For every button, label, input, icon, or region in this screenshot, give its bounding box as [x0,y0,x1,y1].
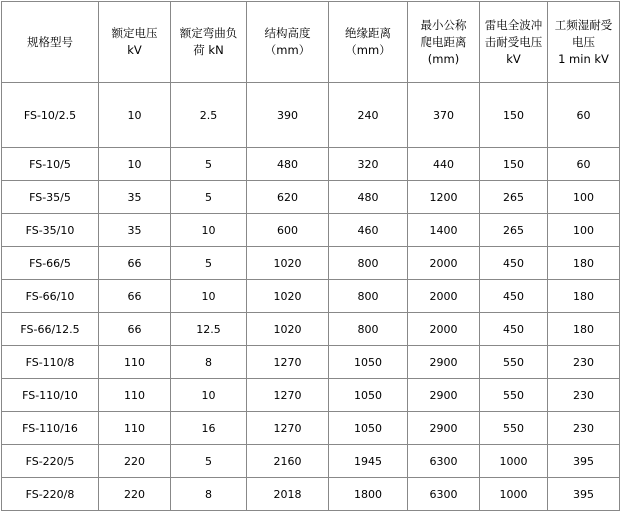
table-cell: 180 [548,313,620,346]
table-cell: 230 [548,379,620,412]
column-header-line: 额定弯曲负 [179,26,238,40]
table-cell: 1050 [329,412,408,445]
table-cell: 100 [548,181,620,214]
table-cell: 395 [548,445,620,478]
column-header-line: 最小公称 [420,17,467,32]
table-cell: 395 [548,478,620,511]
table-cell: 10 [171,214,247,247]
table-cell: 2000 [408,280,480,313]
table-header [2,2,620,83]
table-row [2,379,620,412]
model-cell: FS-110/16 [2,412,99,445]
column-header-1 [99,2,171,83]
table-cell: 480 [329,181,408,214]
table-cell: 800 [329,247,408,280]
column-header-line: 击耐受电压 [484,34,543,49]
table-cell: 110 [99,346,171,379]
column-header-line: 规格型号 [27,34,73,49]
table-cell: 1050 [329,346,408,379]
table-row [2,214,620,247]
table-cell: 1800 [329,478,408,511]
table-cell: 35 [99,181,171,214]
table-cell: 230 [548,346,620,379]
table-cell: 1000 [480,445,548,478]
column-header-line: (mm) [427,51,460,66]
table-cell: 1050 [329,379,408,412]
table-cell: 220 [99,478,171,511]
table-cell: 440 [408,148,480,181]
table-cell: 620 [247,181,329,214]
table-cell: 8 [171,478,247,511]
column-header-7 [548,2,620,83]
table-row [2,247,620,280]
table-cell: 2018 [247,478,329,511]
table-cell: 10 [99,148,171,181]
model-cell: FS-110/8 [2,346,99,379]
column-header-line: 额定电压 kV [111,26,158,57]
table-body [2,83,620,511]
table-header-row [2,2,620,83]
model-cell: FS-35/10 [2,214,99,247]
model-cell: FS-220/8 [2,478,99,511]
table-row [2,181,620,214]
table-cell: 230 [548,412,620,445]
table-cell: 450 [480,313,548,346]
model-cell: FS-66/10 [2,280,99,313]
table-cell: 370 [408,83,480,148]
table-cell: 1945 [329,445,408,478]
table-cell: 265 [480,181,548,214]
column-header-6 [480,2,548,83]
table-cell: 1200 [408,181,480,214]
table-cell: 1020 [247,280,329,313]
table-cell: 110 [99,412,171,445]
column-header-line: 爬电距离 [420,34,467,49]
table-cell: 180 [548,247,620,280]
table-cell: 1400 [408,214,480,247]
table-cell: 66 [99,247,171,280]
table-cell: 10 [99,83,171,148]
table-cell: 800 [329,313,408,346]
table-cell: 16 [171,412,247,445]
table-cell: 2.5 [171,83,247,148]
table-cell: 2000 [408,313,480,346]
table-cell: 66 [99,313,171,346]
table-cell: 800 [329,280,408,313]
table-cell: 2900 [408,379,480,412]
table-cell: 60 [548,148,620,181]
table-cell: 12.5 [171,313,247,346]
table-cell: 100 [548,214,620,247]
table-cell: 1000 [480,478,548,511]
table-cell: 320 [329,148,408,181]
table-cell: 6300 [408,445,480,478]
table-cell: 460 [329,214,408,247]
column-header-5 [408,2,480,83]
table-cell: 1270 [247,379,329,412]
table-cell: 2900 [408,346,480,379]
table-cell: 6300 [408,478,480,511]
model-cell: FS-66/12.5 [2,313,99,346]
table-row [2,412,620,445]
table-cell: 2000 [408,247,480,280]
column-header-4 [329,2,408,83]
table-cell: 5 [171,445,247,478]
table-row [2,445,620,478]
table-cell: 1020 [247,313,329,346]
table-cell: 550 [480,346,548,379]
table-cell: 450 [480,280,548,313]
table-cell: 8 [171,346,247,379]
column-header-line: kV [506,51,521,66]
column-header-line: 工频湿耐受电压 [554,17,613,49]
table-cell: 10 [171,280,247,313]
table-cell: 2160 [247,445,329,478]
table-cell: 150 [480,83,548,148]
column-header-line: 绝缘距离 [345,26,391,40]
column-header-line: 雷电全波冲 [484,17,543,32]
table-row [2,346,620,379]
column-header-line: 荷 kN [193,43,224,57]
model-cell: FS-220/5 [2,445,99,478]
model-cell: FS-10/5 [2,148,99,181]
table-cell: 550 [480,412,548,445]
column-header-3 [247,2,329,83]
column-header-line: （mm） [264,43,311,57]
table-cell: 480 [247,148,329,181]
model-cell: FS-10/2.5 [2,83,99,148]
table-cell: 240 [329,83,408,148]
column-header-line: 1 min kV [558,51,609,66]
table-cell: 110 [99,379,171,412]
table-cell: 1270 [247,346,329,379]
column-header-line: 结构高度 [264,26,311,40]
model-cell: FS-110/10 [2,379,99,412]
table-cell: 180 [548,280,620,313]
table-cell: 150 [480,148,548,181]
table-row [2,478,620,511]
table-cell: 1020 [247,247,329,280]
table-row [2,280,620,313]
model-cell: FS-35/5 [2,181,99,214]
table-cell: 5 [171,181,247,214]
table-row [2,313,620,346]
table-cell: 5 [171,247,247,280]
table-cell: 60 [548,83,620,148]
specification-table [1,1,620,511]
table-row [2,148,620,181]
table-cell: 2900 [408,412,480,445]
table-row [2,83,620,148]
table-cell: 390 [247,83,329,148]
column-header-2 [171,2,247,83]
table-cell: 265 [480,214,548,247]
table-cell: 66 [99,280,171,313]
table-cell: 220 [99,445,171,478]
column-header-line: （mm） [345,43,391,57]
model-cell: FS-66/5 [2,247,99,280]
table-cell: 10 [171,379,247,412]
table-cell: 450 [480,247,548,280]
table-cell: 35 [99,214,171,247]
table-cell: 5 [171,148,247,181]
table-cell: 1270 [247,412,329,445]
column-header-0 [2,2,99,83]
table-cell: 600 [247,214,329,247]
table-cell: 550 [480,379,548,412]
